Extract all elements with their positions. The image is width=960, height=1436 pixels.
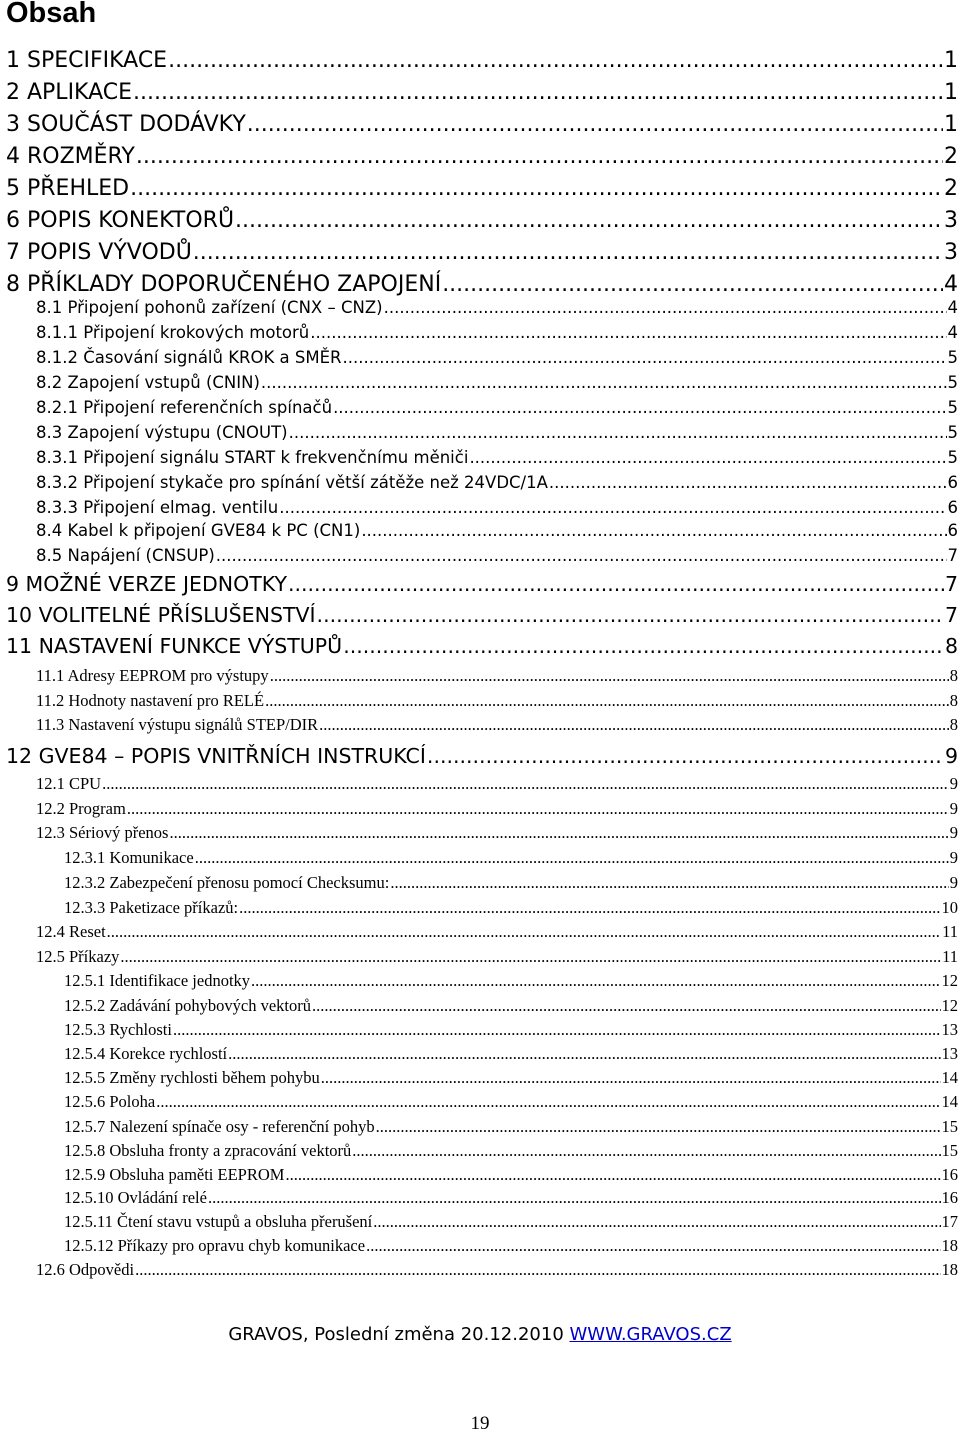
- toc-entry[interactable]: [64, 1187, 958, 1209]
- toc-leader-dots: [352, 1140, 940, 1162]
- toc-leader-dots: [343, 347, 947, 369]
- toc-leader-dots: [168, 46, 943, 76]
- toc-entry-label[interactable]: [36, 1259, 134, 1281]
- toc-entry-link[interactable]: 12.5.11 Čtení stavu vstupů a obsluha přerušení: [64, 1212, 373, 1231]
- toc-entry-label[interactable]: [6, 206, 234, 236]
- toc-leader-dots: [251, 970, 940, 992]
- toc-leader-dots: [366, 1235, 940, 1257]
- toc-entry-link[interactable]: 8.3 Zapojení výstupu (CNOUT): [36, 423, 288, 442]
- toc-leader-dots: [156, 1091, 940, 1113]
- toc-entry-page: 8: [949, 691, 958, 710]
- toc-entry-link[interactable]: 8.1.1 Připojení krokových motorů: [36, 323, 310, 342]
- toc-entry-label[interactable]: [36, 714, 318, 736]
- toc-entry-label[interactable]: [64, 1235, 365, 1257]
- toc-entry-page: 12: [941, 996, 958, 1015]
- toc-entry-page: 18: [941, 1260, 958, 1279]
- toc-leader-dots: [310, 322, 946, 344]
- toc-entry[interactable]: [36, 798, 958, 820]
- toc-leader-dots: [289, 422, 947, 444]
- toc-entry-label[interactable]: [64, 872, 389, 894]
- toc-entry[interactable]: [6, 46, 958, 76]
- toc-leader-dots: [193, 238, 943, 268]
- toc-entry-label[interactable]: [6, 238, 192, 268]
- toc-entry-label[interactable]: [36, 665, 269, 687]
- toc-entry-label[interactable]: [64, 1091, 155, 1113]
- toc-entry-link[interactable]: 12.5.3 Rychlosti: [64, 1020, 172, 1039]
- toc-entry-link[interactable]: 10 VOLITELNÉ PŘÍSLUŠENSTVÍ: [6, 603, 316, 627]
- toc-entry[interactable]: [6, 206, 958, 236]
- toc-entry-link[interactable]: 3 SOUČÁST DODÁVKY: [6, 112, 246, 137]
- toc-entry[interactable]: [36, 520, 958, 542]
- footer-link[interactable]: WWW.GRAVOS.CZ: [569, 1324, 732, 1345]
- toc-entry-page: 11: [942, 947, 958, 966]
- toc-leader-dots: [247, 110, 943, 140]
- toc-entry[interactable]: [36, 347, 958, 369]
- toc-leader-dots: [279, 497, 946, 519]
- toc-leader-dots: [133, 78, 943, 108]
- toc-heading: Obsah: [6, 0, 97, 29]
- toc-entry-label[interactable]: [6, 142, 135, 172]
- toc-entry[interactable]: [36, 665, 958, 687]
- toc-entry-link[interactable]: 12.5.8 Obsluha fronty a zpracování vektorů: [64, 1141, 352, 1160]
- toc-entry[interactable]: [64, 1091, 958, 1113]
- toc-leader-dots: [235, 206, 943, 236]
- toc-entry-label[interactable]: [36, 773, 101, 795]
- toc-entry-page: 13: [941, 1020, 958, 1039]
- toc-entry-label[interactable]: [36, 520, 360, 542]
- toc-entry-link[interactable]: 12.5.6 Poloha: [64, 1092, 156, 1111]
- toc-entry[interactable]: [64, 1043, 958, 1065]
- toc-entry-page: 17: [941, 1212, 958, 1231]
- toc-entry-label[interactable]: [36, 497, 278, 519]
- toc-entry-link[interactable]: 8.2 Zapojení vstupů (CNIN): [36, 373, 260, 392]
- toc-entry-link[interactable]: 12.5.5 Změny rychlosti během pohybu: [64, 1068, 320, 1087]
- toc-entry-label[interactable]: [36, 397, 332, 419]
- toc-leader-dots: [195, 847, 949, 869]
- toc-entry[interactable]: [36, 773, 958, 795]
- toc-entry[interactable]: [6, 78, 958, 108]
- toc-entry[interactable]: [64, 1116, 958, 1138]
- toc-leader-dots: [102, 773, 949, 795]
- toc-entry[interactable]: [64, 1140, 958, 1162]
- toc-entry[interactable]: [6, 238, 958, 268]
- toc-entry-label[interactable]: [64, 897, 238, 919]
- toc-entry-label[interactable]: [36, 690, 264, 712]
- toc-entry-link[interactable]: 12.3 Sériový přenos: [36, 823, 169, 842]
- toc-entry-link[interactable]: 8.2.1 Připojení referenčních spínačů: [36, 398, 333, 417]
- toc-entry-page: 4: [944, 272, 958, 297]
- toc-leader-dots: [239, 897, 940, 919]
- toc-entry-page: 18: [941, 1236, 958, 1255]
- toc-entry-label[interactable]: [36, 422, 288, 444]
- toc-leader-dots: [173, 1019, 941, 1041]
- toc-entry-link[interactable]: 4 ROZMĚRY: [6, 144, 135, 169]
- toc-entry-page: 9: [949, 774, 958, 793]
- toc-entry-link[interactable]: 12 GVE84 – POPIS VNITŘNÍCH INSTRUKCÍ: [6, 744, 426, 768]
- toc-entry[interactable]: [36, 297, 958, 319]
- toc-entry-link[interactable]: 11.3 Nastavení výstupu signálů STEP/DIR: [36, 715, 319, 734]
- toc-entry-page: 16: [941, 1188, 958, 1207]
- toc-entry-link[interactable]: 12.3.3 Paketizace příkazů:: [64, 898, 239, 917]
- toc-entry-page: 14: [941, 1068, 958, 1087]
- toc-leader-dots: [107, 921, 941, 943]
- toc-entry-link[interactable]: 12.5 Příkazy: [36, 947, 120, 966]
- toc-entry-page: 6: [947, 521, 958, 540]
- toc-entry-link[interactable]: 12.5.4 Korekce rychlostí: [64, 1044, 228, 1063]
- toc-entry-label[interactable]: [36, 946, 119, 968]
- toc-entry-label[interactable]: [36, 447, 468, 469]
- toc-entry[interactable]: [6, 632, 958, 660]
- toc-entry-page: 16: [941, 1165, 958, 1184]
- toc-entry-label[interactable]: [6, 601, 316, 629]
- toc-entry-label[interactable]: [36, 297, 383, 319]
- toc-leader-dots: [120, 946, 941, 968]
- toc-entry-page: 12: [941, 971, 958, 990]
- toc-entry-page: 9: [949, 848, 958, 867]
- toc-entry-link[interactable]: 12.2 Program: [36, 799, 126, 818]
- toc-entry-link[interactable]: 8.3.2 Připojení stykače pro spínání větší zátěže než 24VDC/1A: [36, 473, 548, 492]
- toc-entry-page: 7: [947, 546, 958, 565]
- toc-entry-link[interactable]: 8 PŘÍKLADY DOPORUČENÉHO ZAPOJENÍ: [6, 272, 442, 297]
- toc-entry-link[interactable]: 8.1 Připojení pohonů zařízení (CNX – CNZ): [36, 298, 383, 317]
- toc-entry-label[interactable]: [6, 270, 441, 300]
- toc-leader-dots: [390, 872, 948, 894]
- toc-entry-label[interactable]: [64, 970, 250, 992]
- toc-leader-dots: [321, 1067, 941, 1089]
- toc-leader-dots: [270, 665, 949, 687]
- toc-entry-label[interactable]: [6, 174, 129, 204]
- toc-entry-link[interactable]: 5 PŘEHLED: [6, 176, 130, 201]
- toc-leader-dots: [376, 1116, 941, 1138]
- toc-entry-link[interactable]: 8.1.2 Časování signálů KROK a SMĚR: [36, 348, 342, 367]
- toc-leader-dots: [373, 1211, 940, 1233]
- toc-entry-label[interactable]: [36, 472, 548, 494]
- toc-entry-link[interactable]: 12.5.1 Identifikace jednotky: [64, 971, 251, 990]
- toc-entry-link[interactable]: 2 APLIKACE: [6, 80, 133, 105]
- toc-entry-label[interactable]: [64, 995, 311, 1017]
- toc-entry-label[interactable]: [6, 110, 246, 140]
- toc-entry[interactable]: [64, 1235, 958, 1257]
- toc-entry-label[interactable]: [36, 347, 342, 369]
- toc-entry-link[interactable]: 8.3.3 Připojení elmag. ventilu: [36, 498, 279, 517]
- toc-entry-page: 3: [944, 208, 958, 233]
- toc-entry-label[interactable]: [64, 1067, 320, 1089]
- toc-entry-label[interactable]: [36, 921, 106, 943]
- toc-entry-label[interactable]: [6, 742, 426, 770]
- toc-entry-page: 8: [949, 666, 958, 685]
- toc-entry-page: 10: [941, 898, 958, 917]
- toc-entry[interactable]: [64, 995, 958, 1017]
- toc-leader-dots: [130, 174, 943, 204]
- toc-entry-label[interactable]: [36, 545, 215, 567]
- toc-entry-label[interactable]: [6, 632, 342, 660]
- toc-entry-page: 5: [947, 348, 958, 367]
- toc-entry-page: 3: [944, 240, 958, 265]
- toc-entry-label[interactable]: [36, 798, 126, 820]
- toc-entry-link[interactable]: 8.5 Napájení (CNSUP): [36, 546, 215, 565]
- toc-leader-dots: [228, 1043, 940, 1065]
- toc-entry[interactable]: [64, 847, 958, 869]
- toc-entry[interactable]: [64, 1067, 958, 1089]
- toc-leader-dots: [169, 822, 948, 844]
- toc-entry-page: 5: [947, 373, 958, 392]
- toc-entry-page: 9: [949, 823, 958, 842]
- toc-entry[interactable]: [6, 110, 958, 140]
- toc-entry-link[interactable]: 12.6 Odpovědi: [36, 1260, 135, 1279]
- toc-entry-page: 5: [947, 398, 958, 417]
- toc-entry-page: 2: [944, 144, 958, 169]
- toc-leader-dots: [469, 447, 946, 469]
- toc-entry[interactable]: [64, 1164, 958, 1186]
- toc-entry-link[interactable]: 12.5.12 Příkazy pro opravu chyb komunikace: [64, 1236, 366, 1255]
- toc-entry-link[interactable]: 12.1 CPU: [36, 774, 102, 793]
- toc-entry-page: 1: [944, 48, 958, 73]
- toc-entry-page: 15: [941, 1117, 958, 1136]
- toc-entry-page: 5: [947, 423, 958, 442]
- toc-entry-page: 15: [941, 1141, 958, 1160]
- toc-entry[interactable]: [36, 497, 958, 519]
- toc-entry-page: 2: [944, 176, 958, 201]
- toc-entry[interactable]: [64, 1211, 958, 1233]
- toc-entry[interactable]: [36, 447, 958, 469]
- toc-entry-link[interactable]: 11.2 Hodnoty nastavení pro RELÉ: [36, 691, 265, 710]
- toc-entry-link[interactable]: 8.4 Kabel k připojení GVE84 k PC (CN1): [36, 521, 361, 540]
- toc-leader-dots: [261, 372, 947, 394]
- toc-leader-dots: [208, 1187, 941, 1209]
- toc-entry-page: 13: [941, 1044, 958, 1063]
- toc-entry[interactable]: [6, 742, 958, 770]
- toc-entry-label[interactable]: [36, 372, 260, 394]
- toc-entry[interactable]: [6, 174, 958, 204]
- toc-entry-page: 9: [949, 873, 958, 892]
- toc-entry[interactable]: [36, 545, 958, 567]
- toc-leader-dots: [319, 714, 949, 736]
- toc-leader-dots: [384, 297, 947, 319]
- toc-entry-link[interactable]: 11.1 Adresy EEPROM pro výstupy: [36, 666, 269, 685]
- toc-entry-link[interactable]: 12.5.2 Zadávání pohybových vektorů: [64, 996, 311, 1015]
- toc-entry-link[interactable]: 12.3.2 Zabezpečení přenosu pomocí Checksumu:: [64, 873, 390, 892]
- toc-entry-link[interactable]: 12.5.7 Nalezení spínače osy - referenční pohyb: [64, 1117, 375, 1136]
- toc-entry[interactable]: [36, 472, 958, 494]
- toc-entry[interactable]: [36, 1259, 958, 1281]
- toc-entry-link[interactable]: 1 SPECIFIKACE: [6, 48, 168, 73]
- toc-entry-label[interactable]: [64, 1140, 351, 1162]
- toc-entry-link[interactable]: 11 NASTAVENÍ FUNKCE VÝSTUPŮ: [6, 634, 343, 658]
- toc-entry[interactable]: [36, 714, 958, 736]
- toc-entry[interactable]: [36, 322, 958, 344]
- toc-entry[interactable]: [36, 921, 958, 943]
- toc-leader-dots: [549, 472, 947, 494]
- toc-entry[interactable]: [36, 422, 958, 444]
- toc-entry-link[interactable]: 12.5.9 Obsluha paměti EEPROM: [64, 1165, 285, 1184]
- toc-entry-page: 9: [944, 744, 958, 768]
- toc-entry-label[interactable]: [64, 1164, 284, 1186]
- toc-entry[interactable]: [36, 372, 958, 394]
- toc-entry-page: 14: [941, 1092, 958, 1111]
- toc-entry[interactable]: [64, 970, 958, 992]
- toc-entry-page: 4: [947, 298, 958, 317]
- toc-entry-page: 8: [949, 715, 958, 734]
- toc-entry-label[interactable]: [36, 322, 309, 344]
- toc-entry[interactable]: [64, 1019, 958, 1041]
- toc-entry-link[interactable]: 12.5.10 Ovládání relé: [64, 1188, 207, 1207]
- toc-entry-link[interactable]: 8.3.1 Připojení signálu START k frekvenčnímu měniči: [36, 448, 469, 467]
- toc-entry-link[interactable]: 7 POPIS VÝVODŮ: [6, 240, 192, 265]
- toc-leader-dots: [442, 270, 943, 300]
- toc-entry[interactable]: [64, 897, 958, 919]
- toc-entry-page: 6: [947, 473, 958, 492]
- toc-entry-page: 5: [947, 448, 958, 467]
- toc-leader-dots: [288, 570, 944, 598]
- toc-entry-page: 6: [947, 498, 958, 517]
- toc-entry-label[interactable]: [64, 1211, 372, 1233]
- toc-entry-label[interactable]: [6, 46, 167, 76]
- toc-entry-link[interactable]: 12.4 Reset: [36, 922, 106, 941]
- toc-entry-page: 4: [947, 323, 958, 342]
- toc-entry[interactable]: [6, 142, 958, 172]
- toc-entry[interactable]: [6, 570, 958, 598]
- toc-leader-dots: [427, 742, 944, 770]
- toc-entry-page: 1: [944, 112, 958, 137]
- toc-entry[interactable]: [36, 822, 958, 844]
- toc-entry[interactable]: [64, 872, 958, 894]
- toc-entry-page: 7: [944, 572, 958, 596]
- toc-entry-label[interactable]: [64, 1019, 172, 1041]
- toc-entry-link[interactable]: 9 MOŽNÉ VERZE JEDNOTKY: [6, 572, 287, 596]
- toc-entry[interactable]: [36, 690, 958, 712]
- toc-leader-dots: [136, 142, 943, 172]
- toc-entry[interactable]: [36, 397, 958, 419]
- toc-leader-dots: [285, 1164, 940, 1186]
- toc-entry[interactable]: [6, 601, 958, 629]
- toc-entry-page: 8: [944, 634, 958, 658]
- toc-leader-dots: [343, 632, 944, 660]
- page-number: 19: [470, 1413, 490, 1434]
- toc-entry-label[interactable]: [64, 1043, 227, 1065]
- toc-leader-dots: [216, 545, 947, 567]
- toc-entry[interactable]: [36, 946, 958, 968]
- toc-entry-label[interactable]: [36, 822, 168, 844]
- toc-entry-label[interactable]: [64, 847, 194, 869]
- toc-entry-label[interactable]: [64, 1187, 207, 1209]
- toc-entry-label[interactable]: [6, 570, 287, 598]
- toc-entry-page: 9: [949, 799, 958, 818]
- toc-leader-dots: [317, 601, 944, 629]
- toc-leader-dots: [361, 520, 946, 542]
- toc-entry-page: 7: [944, 603, 958, 627]
- toc-entry[interactable]: [6, 270, 958, 300]
- toc-entry-link[interactable]: 12.3.1 Komunikace: [64, 848, 194, 867]
- toc-entry-page: 1: [944, 80, 958, 105]
- toc-leader-dots: [127, 798, 949, 820]
- toc-leader-dots: [333, 397, 946, 419]
- toc-leader-dots: [312, 995, 941, 1017]
- footer-text: GRAVOS, Poslední změna 20.12.2010: [228, 1324, 570, 1345]
- toc-entry-link[interactable]: 6 POPIS KONEKTORŮ: [6, 208, 235, 233]
- toc-entry-page: 11: [942, 922, 958, 941]
- toc-entry-label[interactable]: [64, 1116, 375, 1138]
- footer: [0, 1322, 960, 1348]
- toc-leader-dots: [135, 1259, 940, 1281]
- toc-leader-dots: [265, 690, 949, 712]
- toc-entry-label[interactable]: [6, 78, 132, 108]
